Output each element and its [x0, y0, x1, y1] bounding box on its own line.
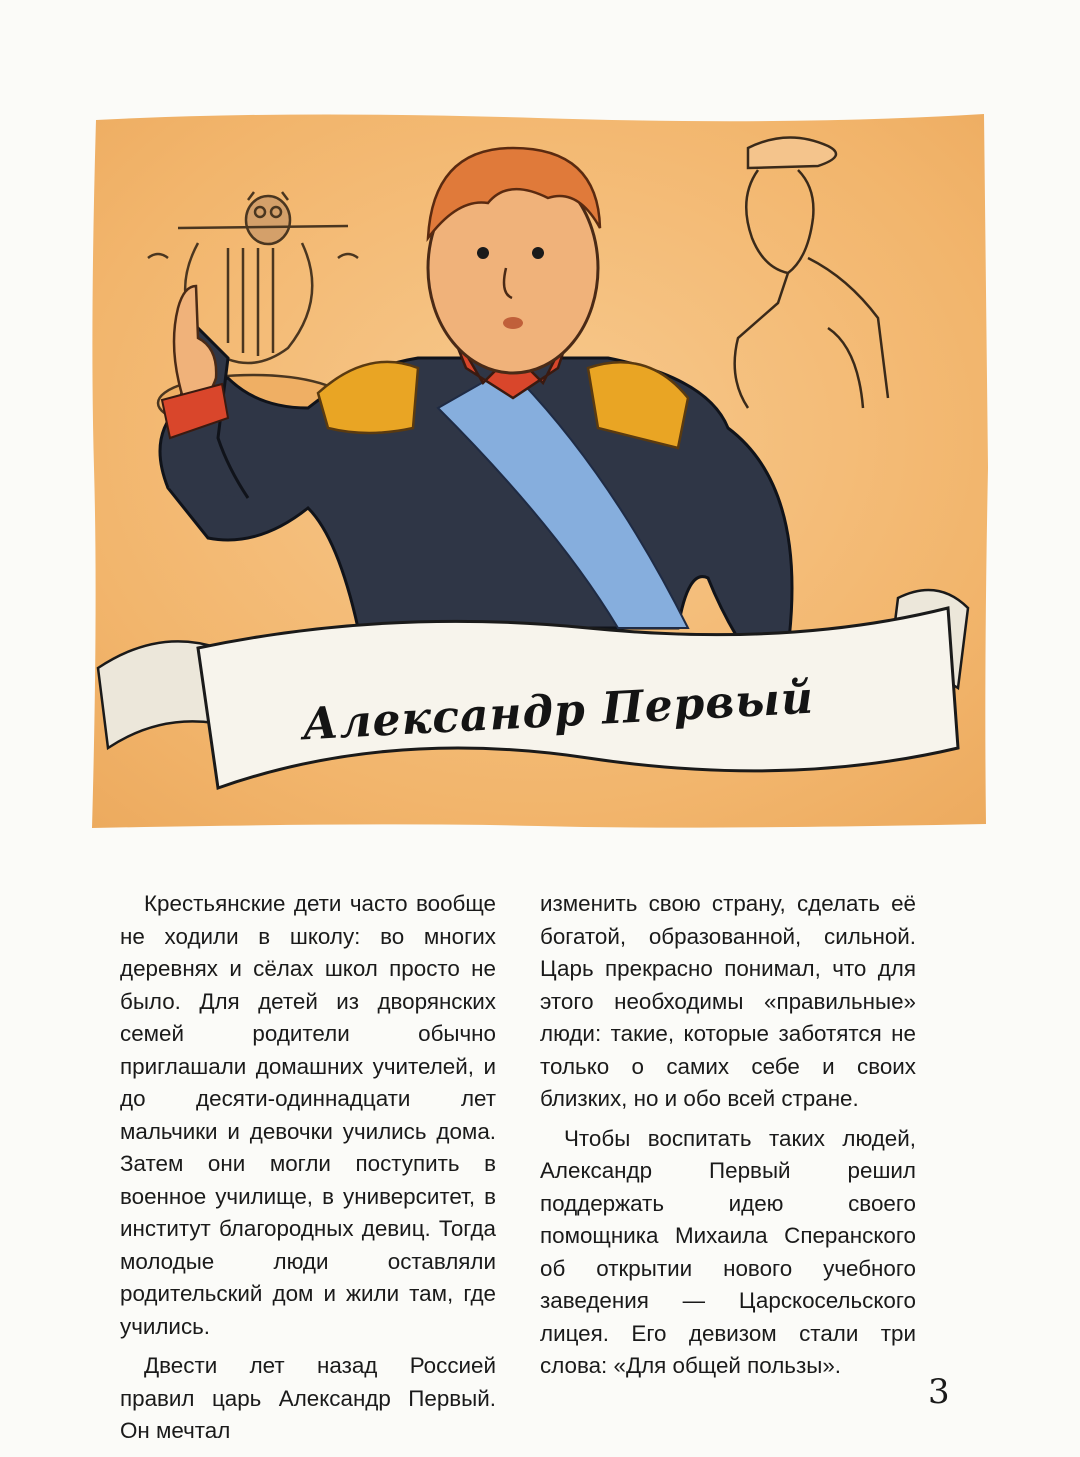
portrait-illustration: [88, 108, 990, 832]
text-column-right: [540, 888, 916, 1383]
illustration-svg: [88, 108, 990, 832]
paragraph: Крестьянские дети часто вообще не ходили в школу: во многих деревнях и сёлах школ просто не было. Для детей из дворянских семей родители обычно приглашали домашних учителей, и до десяти-одиннадцати лет мальчики и девочки учились дома. Затем они могли поступить в военное училище, в университет, в институт благородных девиц. Тогда молодые люди оставляли родительский дом и жили там, где учились.: [120, 891, 496, 1339]
paragraph: Чтобы воспитать таких людей, Александр Первый решил поддержать идею своего помощника Михаила Сперанского об открытии нового учебного заведения — Царскосельского лицея. Его девизом стали три слова: «Для общей пользы».: [540, 1125, 916, 1378]
banner-title: Александр Первый: [301, 672, 816, 751]
paragraph: Двести лет назад Россией правил царь Александр Первый. Он мечтал: [120, 1353, 496, 1443]
text-column-left: [120, 888, 496, 1448]
paragraph: изменить свою страну, сделать её богатой, образованной, сильной. Царь прекрасно понимал, что для этого необходимы «правильные» люди: такие, которые заботятся не только о самих себе и своих близких, но и обо всей стране.: [540, 891, 916, 1111]
page-number: 3: [928, 1372, 950, 1412]
